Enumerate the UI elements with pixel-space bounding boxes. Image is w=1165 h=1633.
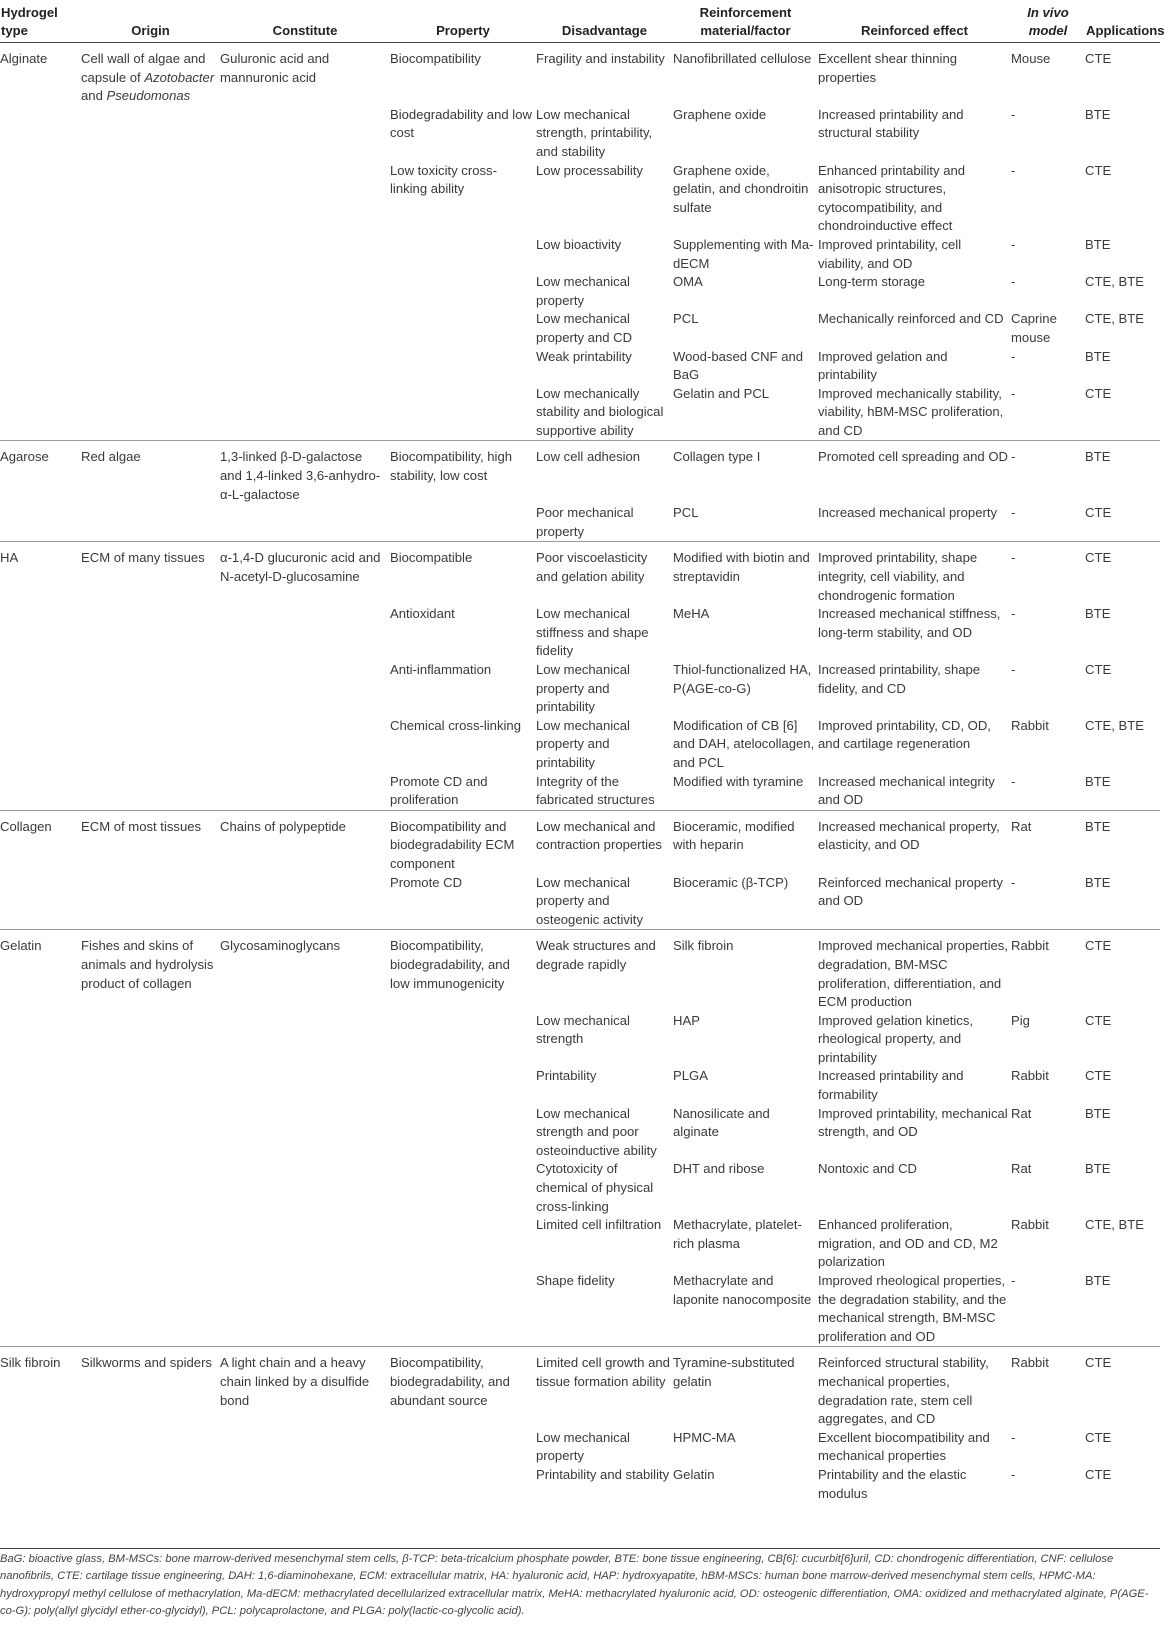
property-cell: Biocompatibility, high stability, low cost [390, 441, 536, 504]
property-cell: Biodegradability and low cost [390, 106, 532, 141]
table-row [0, 1160, 1160, 1216]
hydrogel-type-cell [0, 162, 81, 236]
in-vivo-model-cell: - [1011, 274, 1016, 290]
disadvantage-cell: Low processability [536, 162, 643, 178]
effect-cell: Improved printability, shape integrity, cell viability, and chondrogenic formation [818, 542, 1011, 605]
disadvantage-cell: Low mechanical property and printability [536, 717, 630, 770]
hydrogel-type-cell [0, 1216, 81, 1272]
table-row [0, 930, 1160, 1012]
origin-cell: Cell wall of algae and capsule of Azotobacter and Pseudomonas [81, 43, 220, 106]
effect-cell: Long-term storage [818, 274, 925, 290]
in-vivo-model-cell: - [1011, 1429, 1016, 1445]
table-row [0, 236, 1160, 273]
origin-cell: ECM of most tissues [81, 810, 220, 873]
header-reinforcement: Reinforcement material/factor [673, 0, 818, 43]
application-cell: BTE [1085, 106, 1111, 122]
reinforcement-cell: Wood-based CNF and BaG [673, 348, 804, 383]
effect-cell: Nontoxic and CD [818, 1161, 917, 1177]
effect-cell: Mechanically reinforced and CD [818, 311, 1004, 327]
table-row [0, 605, 1160, 661]
hydrogel-type-cell [0, 273, 81, 310]
property-cell [390, 1216, 536, 1272]
disadvantage-cell: Weak structures and degrade rapidly [536, 930, 673, 1012]
table-row [0, 1429, 1160, 1466]
disadvantage-cell: Printability [536, 1068, 597, 1084]
reinforcement-cell: PCL [673, 311, 699, 327]
origin-cell [81, 162, 220, 236]
origin-cell [81, 504, 220, 542]
application-cell: CTE, BTE [1085, 717, 1144, 733]
table-row [0, 1216, 1160, 1272]
application-cell: BTE [1085, 1161, 1111, 1177]
property-cell: Chemical cross-linking [390, 717, 521, 733]
origin-cell [81, 1012, 220, 1068]
origin-cell [81, 385, 220, 441]
in-vivo-model-cell: - [1011, 348, 1016, 364]
property-cell [390, 1429, 536, 1466]
reinforcement-cell: PCL [673, 505, 699, 521]
in-vivo-model-cell: - [1011, 662, 1016, 677]
table-row [0, 1272, 1160, 1347]
in-vivo-model-cell: - [1011, 441, 1085, 504]
effect-cell: Improved mechanical properties, degradation, BM-MSC proliferation, differentiation, and ECM production [818, 930, 1011, 1012]
application-cell: CTE [1085, 162, 1112, 178]
application-cell: CTE [1085, 662, 1112, 677]
hydrogel-type-cell [0, 106, 81, 162]
reinforcement-cell: Modification of CB [6] and DAH, atelocollagen, and PCL [673, 717, 815, 770]
effect-cell: Improved gelation kinetics, rheological property, and printability [818, 1012, 974, 1065]
origin-cell [81, 1160, 220, 1216]
application-cell: BTE [1085, 441, 1160, 504]
in-vivo-model-cell: - [1011, 236, 1016, 252]
in-vivo-model-cell: - [1011, 505, 1016, 521]
disadvantage-cell: Low mechanical stiffness and shape fidelity [536, 606, 649, 659]
constitute-cell [220, 162, 390, 236]
hydrogel-type-cell: Gelatin [0, 930, 81, 1012]
effect-cell: Increased mechanical property [818, 505, 998, 521]
in-vivo-model-cell: - [1011, 385, 1016, 401]
application-cell: CTE, BTE [1085, 274, 1144, 290]
effect-cell: Increased printability, shape fidelity, and CD [818, 662, 981, 696]
origin-cell [81, 661, 220, 717]
constitute-cell [220, 236, 390, 273]
constitute-cell: Guluronic acid and mannuronic acid [220, 43, 390, 106]
table-header [0, 0, 1165, 43]
disadvantage-cell: Printability and stability [536, 1466, 670, 1482]
application-cell: CTE [1085, 1429, 1112, 1445]
property-cell [390, 1105, 536, 1161]
disadvantage-cell: Low mechanical strength and poor osteoinductive ability [536, 1105, 657, 1158]
effect-cell: Improved mechanically stability, viability, hBM-MSC proliferation, and CD [818, 385, 1004, 438]
origin-cell [81, 874, 220, 930]
in-vivo-model-cell: - [1011, 106, 1016, 122]
application-cell: BTE [1085, 606, 1111, 622]
hydrogel-type-cell: Collagen [0, 810, 81, 873]
constitute-cell [220, 874, 390, 930]
table-row [0, 162, 1160, 236]
effect-cell: Reinforced structural stability, mechanical properties, degradation rate, stem cell aggregates, and CD [818, 1347, 1011, 1429]
reinforcement-cell: PLGA [673, 1068, 708, 1084]
table-row [0, 810, 1160, 873]
table-row [0, 542, 1160, 605]
header-property: Property [390, 0, 536, 43]
reinforcement-cell: Methacrylate and laponite nanocomposite [673, 1273, 812, 1307]
constitute-cell [220, 773, 390, 811]
table-row [0, 1347, 1160, 1429]
in-vivo-model-cell: Rabbit [1011, 1347, 1085, 1429]
hydrogel-type-cell [0, 348, 81, 385]
disadvantage-cell: Low mechanical strength, printability, and stability [536, 106, 653, 159]
table-row [0, 874, 1160, 930]
reinforcement-cell: Modified with biotin and streptavidin [673, 542, 818, 605]
effect-cell: Excellent shear thinning properties [818, 43, 1011, 106]
hydrogel-type-cell [0, 504, 81, 542]
property-cell [390, 348, 536, 385]
constitute-cell [220, 605, 390, 661]
table-row [0, 1012, 1160, 1068]
reinforcement-cell: Gelatin and PCL [673, 385, 770, 401]
application-cell: CTE [1085, 385, 1112, 401]
table-row [0, 773, 1160, 811]
property-cell: Low toxicity cross-linking ability [390, 162, 497, 197]
origin-cell: Silkworms and spiders [81, 1347, 220, 1429]
hydrogel-type-cell [0, 1067, 81, 1104]
table-row [0, 441, 1160, 504]
reinforcement-cell: Modified with tyramine [673, 773, 804, 789]
table-row [0, 273, 1160, 310]
disadvantage-cell: Low mechanical property and osteogenic activity [536, 874, 643, 927]
disadvantage-cell: Low cell adhesion [536, 441, 673, 504]
property-cell: Promote CD [390, 874, 463, 890]
disadvantage-cell: Low mechanical and contraction properties [536, 810, 673, 873]
origin-cell [81, 310, 220, 347]
application-cell: CTE [1085, 1466, 1112, 1482]
property-cell: Biocompatibility, biodegradability, and abundant source [390, 1347, 536, 1429]
effect-cell: Improved printability, cell viability, and OD [818, 236, 962, 271]
application-cell: CTE [1085, 930, 1160, 1012]
constitute-cell [220, 1160, 390, 1216]
header-in-vivo-model: In vivo model [1011, 0, 1085, 43]
constitute-cell: 1,3-linked β-D-galactose and 1,4-linked 3,6-anhydro-α-L-galactose [220, 441, 390, 504]
disadvantage-cell: Limited cell infiltration [536, 1217, 662, 1233]
origin-cell [81, 605, 220, 661]
hydrogel-type-cell: Agarose [0, 441, 81, 504]
hydrogel-type-cell [0, 1429, 81, 1466]
reinforcement-cell: Gelatin [673, 1466, 715, 1482]
origin-cell [81, 1067, 220, 1104]
constitute-cell [220, 1429, 390, 1466]
origin-cell: ECM of many tissues [81, 542, 220, 605]
origin-cell [81, 1216, 220, 1272]
property-cell: Anti-inflammation [390, 662, 492, 677]
effect-cell: Improved printability, mechanical strength, and OD [818, 1105, 1008, 1140]
in-vivo-model-cell: - [1011, 162, 1016, 178]
hydrogel-type-cell [0, 1160, 81, 1216]
table-body [0, 43, 1160, 1504]
effect-cell: Improved printability, CD, OD, and cartilage regeneration [818, 717, 991, 752]
origin-cell [81, 717, 220, 773]
constitute-cell [220, 661, 390, 717]
constitute-cell: Chains of polypeptide [220, 810, 390, 873]
reinforcement-cell: Bioceramic, modified with heparin [673, 810, 818, 873]
origin-cell [81, 773, 220, 811]
hydrogel-type-cell [0, 1272, 81, 1347]
reinforcement-cell: Tyramine-substituted gelatin [673, 1347, 818, 1429]
effect-cell: Promoted cell spreading and OD [818, 441, 1011, 504]
in-vivo-model-cell: Rat [1011, 1105, 1032, 1121]
hydrogel-type-cell [0, 717, 81, 773]
reinforcement-cell: MeHA [673, 606, 710, 622]
property-cell [390, 310, 536, 347]
in-vivo-model-cell: Rabbit [1011, 930, 1085, 1012]
table-row [0, 310, 1160, 347]
table-row [0, 385, 1160, 441]
application-cell: BTE [1085, 1105, 1111, 1121]
reinforcement-cell: Nanosilicate and alginate [673, 1105, 770, 1140]
effect-cell: Increased mechanical stiffness, long-term stability, and OD [818, 606, 1001, 640]
disadvantage-cell: Fragility and instability [536, 43, 673, 106]
origin-cell [81, 1429, 220, 1466]
property-cell [390, 236, 536, 273]
property-cell: Promote CD and proliferation [390, 773, 488, 808]
application-cell: BTE [1085, 874, 1111, 890]
hydrogel-type-cell [0, 310, 81, 347]
effect-cell: Enhanced printability and anisotropic structures, cytocompatibility, and chondroinductive effect [818, 162, 966, 234]
property-cell: Biocompatible [390, 542, 536, 605]
hydrogel-type-cell [0, 661, 81, 717]
in-vivo-model-cell: Rat [1011, 1161, 1032, 1177]
reinforcement-cell: Graphene oxide, gelatin, and chondroitin sulfate [673, 162, 809, 215]
in-vivo-model-cell: - [1011, 1466, 1016, 1482]
origin-cell: Red algae [81, 441, 220, 504]
effect-cell: Increased mechanical integrity and OD [818, 773, 995, 808]
reinforcement-cell: HAP [673, 1012, 700, 1028]
hydrogel-type-cell: HA [0, 542, 81, 605]
origin-cell [81, 273, 220, 310]
property-cell [390, 273, 536, 310]
in-vivo-model-cell: Mouse [1011, 43, 1085, 106]
hydrogel-type-cell [0, 1012, 81, 1068]
disadvantage-cell: Low mechanical strength [536, 1012, 630, 1047]
constitute-cell [220, 1067, 390, 1104]
disadvantage-cell: Low mechanical property and CD [536, 311, 633, 345]
in-vivo-model-cell: - [1011, 874, 1016, 890]
origin-cell: Fishes and skins of animals and hydrolysis product of collagen [81, 930, 220, 1012]
disadvantage-cell: Poor viscoelasticity and gelation ability [536, 542, 673, 605]
disadvantage-cell: Poor mechanical property [536, 505, 634, 539]
hydrogel-type-cell [0, 1105, 81, 1161]
header-reinforced-effect: Reinforced effect [818, 0, 1011, 43]
hydrogel-type-cell [0, 874, 81, 930]
in-vivo-model-cell: Pig [1011, 1012, 1030, 1028]
reinforcement-cell: Thiol-functionalized HA, P(AGE-co-G) [673, 662, 812, 696]
disadvantage-cell: Low mechanical property and printability [536, 662, 630, 715]
header-applications: Applications [1085, 0, 1160, 43]
reinforcement-cell: Silk fibroin [673, 930, 818, 1012]
hydrogel-type-cell: Alginate [0, 43, 81, 106]
property-cell [390, 1067, 536, 1104]
table-row [0, 717, 1160, 773]
constitute-cell [220, 273, 390, 310]
effect-cell: Improved rheological properties, the degradation stability, and the mechanical strength, BM-MSC proliferation and OD [818, 1273, 1007, 1344]
property-cell: Antioxidant [390, 606, 455, 622]
reinforcement-cell: Bioceramic (β-TCP) [673, 874, 789, 890]
constitute-cell: Glycosaminoglycans [220, 930, 390, 1012]
reinforcement-cell: Methacrylate, platelet-rich plasma [673, 1217, 802, 1251]
table-footnote: BaG: bioactive glass, BM-MSCs: bone marrow-derived mesenchymal stem cells, β-TCP: beta-tricalcium phosphate powder, BTE: bone tissue engineering, CB[6]: cucurbit[6]uril, CD: chondrogenic differentiation, CNF: cellulose nanofibrils, CTE: cartilage tissue engineering, DAH: 1,6-diaminohexane, ECM: extracellular matrix, HA: hyaluronic acid, HAP: hydroxyapatite, hBM-MSCs: human bone marrow-derived mesenchymal stem cells, HPMC-MA: hydroxypropyl methyl cellulose of methacrylation, Ma-dECM: methacrylated decellularized extracellular matrix, MeHA: methacrylated hyaluronic acid, OD: osteogenic differentiation, OMA: oxidized and methacrylated alginate, P(AGE-co-G): poly(allyl glycidyl ether-co-glycidyl), PCL: polycaprolactone, and PLGA: poly(lactic-co-glycolic acid). [0, 1548, 1160, 1621]
disadvantage-cell: Low mechanical property [536, 274, 630, 308]
table-row [0, 1067, 1160, 1104]
constitute-cell: A light chain and a heavy chain linked by a disulfide bond [220, 1347, 390, 1429]
application-cell: BTE [1085, 773, 1111, 789]
application-cell: CTE [1085, 505, 1112, 521]
application-cell: CTE [1085, 542, 1160, 605]
header-disadvantage: Disadvantage [536, 0, 673, 43]
constitute-cell [220, 1012, 390, 1068]
application-cell: BTE [1085, 348, 1111, 364]
effect-cell: Increased mechanical property, elasticity, and OD [818, 810, 1011, 873]
origin-cell [81, 1466, 220, 1503]
application-cell: CTE, BTE [1085, 311, 1144, 327]
constitute-cell: α-1,4-D glucuronic acid and N-acetyl-D-glucosamine [220, 542, 390, 605]
origin-cell [81, 1272, 220, 1347]
application-cell: CTE [1085, 1068, 1112, 1084]
table-row [0, 106, 1160, 162]
reinforcement-cell: HPMC-MA [673, 1429, 736, 1445]
in-vivo-model-cell: - [1011, 542, 1085, 605]
disadvantage-cell: Low mechanical property [536, 1429, 630, 1464]
disadvantage-cell: Weak printability [536, 348, 632, 364]
disadvantage-cell: Cytotoxicity of chemical of physical cross-linking [536, 1161, 654, 1214]
hydrogel-type-cell [0, 1466, 81, 1503]
in-vivo-model-cell: Rabbit [1011, 717, 1049, 733]
effect-cell: Increased printability and formability [818, 1068, 964, 1103]
property-cell [390, 1272, 536, 1347]
property-cell [390, 385, 536, 441]
application-cell: CTE, BTE [1085, 1217, 1144, 1233]
reinforcement-cell: Graphene oxide [673, 106, 767, 122]
reinforcement-cell: Supplementing with Ma-dECM [673, 236, 814, 271]
effect-cell: Reinforced mechanical property and OD [818, 874, 1003, 909]
constitute-cell [220, 106, 390, 162]
disadvantage-cell: Shape fidelity [536, 1273, 615, 1288]
hydrogel-type-cell [0, 236, 81, 273]
disadvantage-cell: Integrity of the fabricated structures [536, 773, 655, 808]
application-cell: BTE [1085, 1273, 1111, 1288]
origin-cell [81, 1105, 220, 1161]
in-vivo-model-cell: Rabbit [1011, 1068, 1049, 1084]
property-cell [390, 1466, 536, 1503]
constitute-cell [220, 1105, 390, 1161]
constitute-cell [220, 1466, 390, 1503]
application-cell: CTE [1085, 43, 1160, 106]
table-row [0, 1466, 1160, 1503]
origin-cell [81, 106, 220, 162]
property-cell [390, 1160, 536, 1216]
table-row [0, 661, 1160, 717]
reinforcement-cell: Nanofibrillated cellulose [673, 43, 818, 106]
constitute-cell [220, 385, 390, 441]
disadvantage-cell: Low mechanically stability and biological supportive ability [536, 385, 664, 438]
header-hydrogel-type: Hydrogel type [0, 0, 81, 43]
hydrogel-type-cell [0, 605, 81, 661]
reinforcement-cell: DHT and ribose [673, 1161, 765, 1177]
effect-cell: Excellent biocompatibility and mechanical properties [818, 1429, 990, 1464]
table-row [0, 504, 1160, 542]
property-cell: Biocompatibility and biodegradability ECM component [390, 810, 536, 873]
effect-cell: Improved gelation and printability [818, 348, 948, 383]
effect-cell: Increased printability and structural stability [818, 106, 964, 141]
disadvantage-cell: Low bioactivity [536, 236, 622, 252]
constitute-cell [220, 504, 390, 542]
application-cell: CTE [1085, 1012, 1112, 1028]
constitute-cell [220, 1216, 390, 1272]
table-row [0, 1105, 1160, 1161]
reinforcement-cell: OMA [673, 274, 703, 290]
origin-cell [81, 236, 220, 273]
constitute-cell [220, 717, 390, 773]
property-cell [390, 504, 536, 542]
constitute-cell [220, 348, 390, 385]
in-vivo-model-cell: - [1011, 773, 1016, 789]
disadvantage-cell: Limited cell growth and tissue formation ability [536, 1347, 673, 1429]
constitute-cell [220, 310, 390, 347]
property-cell: Biocompatibility, biodegradability, and low immunogenicity [390, 930, 536, 1012]
in-vivo-model-cell: - [1011, 606, 1016, 622]
in-vivo-model-cell: Caprine mouse [1011, 311, 1057, 345]
property-cell: Biocompatibility [390, 43, 536, 106]
in-vivo-model-cell: Rat [1011, 810, 1085, 873]
application-cell: BTE [1085, 810, 1160, 873]
effect-cell: Printability and the elastic modulus [818, 1466, 967, 1501]
table-row [0, 43, 1160, 106]
hydrogel-type-cell: Silk fibroin [0, 1347, 81, 1429]
effect-cell: Enhanced proliferation, migration, and OD and CD, M2 polarization [818, 1217, 998, 1270]
property-cell [390, 1012, 536, 1068]
in-vivo-model-cell: - [1011, 1273, 1016, 1288]
table-row [0, 348, 1160, 385]
hydrogel-type-cell [0, 385, 81, 441]
header-constitute: Constitute [220, 0, 390, 43]
reinforcement-cell: Collagen type I [673, 441, 818, 504]
origin-cell [81, 348, 220, 385]
application-cell: CTE [1085, 1347, 1160, 1429]
hydrogel-type-cell [0, 773, 81, 811]
header-origin: Origin [81, 0, 220, 43]
constitute-cell [220, 1272, 390, 1347]
in-vivo-model-cell: Rabbit [1011, 1217, 1049, 1233]
application-cell: BTE [1085, 236, 1111, 252]
